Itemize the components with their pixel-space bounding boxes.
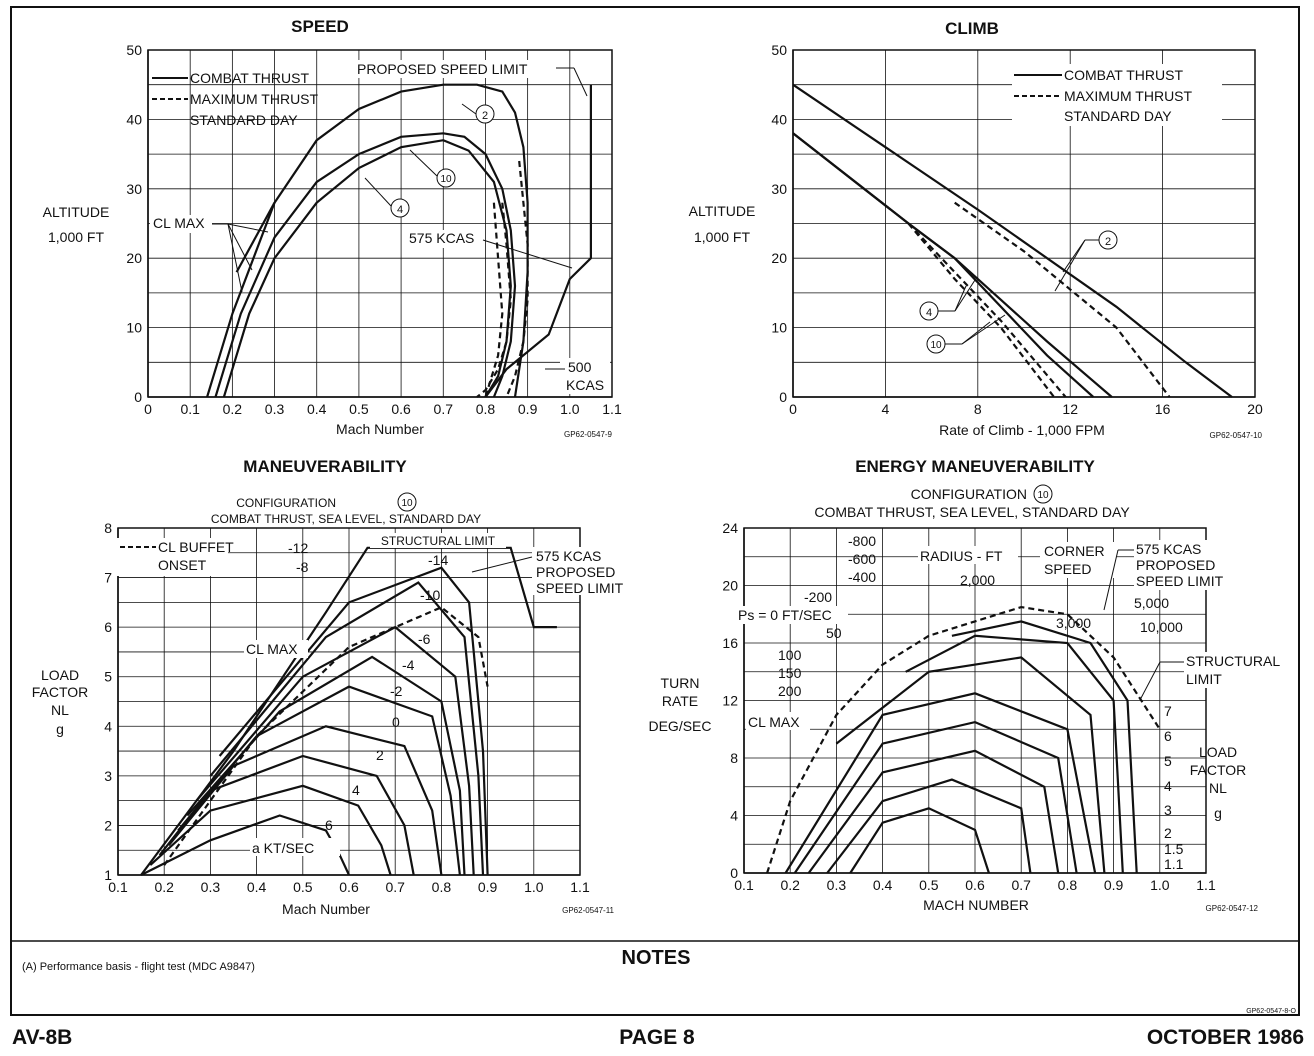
energy-annot-speed: SPEED: [1044, 561, 1092, 577]
energy-ps-200: 200: [778, 683, 802, 699]
maneuver-figure-code: GP62-0547-11: [562, 906, 614, 915]
energy-radius-2000: 2,000: [960, 572, 996, 588]
energy-annot-ps0: Ps = 0 FT/SEC: [738, 607, 832, 623]
maneuver-ytick-7: 8: [104, 520, 112, 536]
maneuver-annot-clmax: CL MAX: [246, 641, 298, 657]
energy-load-3: 3: [1164, 802, 1172, 818]
energy-xtick-2: 0.3: [826, 877, 847, 893]
energy-radius-10000: 10,000: [1140, 619, 1183, 635]
energy-load-6: 6: [1164, 728, 1172, 744]
energy-ytick-6: 24: [722, 520, 738, 536]
energy-figure-code: GP62-0547-12: [1205, 904, 1258, 913]
energy-xlabel: MACH NUMBER: [923, 897, 1029, 913]
energy-ytick-0: 0: [730, 865, 738, 881]
energy-radius-3000: 3,000: [1056, 615, 1092, 631]
speed-ytick-0: 0: [134, 389, 142, 405]
speed-xtick-10: 1.0: [560, 401, 580, 417]
maneuver-ytick-3: 4: [104, 718, 112, 735]
speed-series-7: [486, 85, 591, 397]
energy-load-1-5: 1.5: [1164, 841, 1184, 857]
speed-legend-max: MAXIMUM THRUST: [190, 91, 319, 107]
energy-ytick-3: 12: [722, 692, 738, 709]
climb-ytick-1: 10: [771, 319, 787, 336]
energy-y2label-1: LOAD: [1198, 744, 1238, 760]
maneuver-xtick-1: 0.2: [154, 879, 174, 895]
maneuver-xtick-9: 1.0: [524, 879, 544, 895]
climb-ytick-3: 30: [771, 180, 787, 197]
maneuver-ytick-6: 7: [104, 569, 112, 586]
speed-legend-std: STANDARD DAY: [190, 112, 298, 128]
maneuver-xlabel: Mach Number: [282, 901, 370, 917]
maneuver-annot-speedlimit: SPEED LIMIT: [536, 580, 624, 596]
maneuver-xtick-10: 1.1: [570, 879, 590, 895]
energy-load-7: 7: [1164, 703, 1172, 719]
speed-xtick-11: 1.1: [602, 401, 622, 417]
energy-config-desc: COMBAT THRUST, SEA LEVEL, STANDARD DAY: [814, 504, 1130, 520]
climb-ytick-5: 50: [771, 42, 787, 58]
energy-annot-limit: LIMIT: [1186, 671, 1222, 687]
climb-xlabel: Rate of Climb - 1,000 FPM: [939, 422, 1105, 438]
energy-ps-50: 50: [826, 625, 842, 641]
maneuver-ytick-4: 5: [104, 668, 112, 685]
energy-maneuverability-chart: [648, 457, 1294, 913]
speed-xtick-0: 0: [144, 401, 152, 417]
maneuver-label-0: 0: [392, 714, 400, 730]
maneuver-label-m12: -12: [288, 540, 309, 556]
energy-ps-m600: -600: [848, 551, 877, 567]
speed-xlabel: Mach Number: [336, 421, 424, 437]
energy-xtick-4: 0.5: [919, 877, 939, 893]
maneuver-ylabel-2: FACTOR: [31, 684, 89, 700]
energy-annot-radius: RADIUS - FT: [920, 548, 1003, 564]
speed-ytick-1: 10: [126, 319, 142, 336]
maneuver-label-6: 6: [325, 817, 333, 833]
speed-xtick-6: 0.6: [391, 401, 411, 417]
energy-ps-150: 150: [778, 665, 802, 681]
maneuver-series-2: [160, 756, 414, 875]
maneuver-xtick-6: 0.7: [385, 879, 405, 895]
climb-legend-std: STANDARD DAY: [1064, 108, 1172, 124]
speed-chart: [43, 17, 622, 439]
speed-annot-kcas: KCAS: [566, 377, 605, 393]
notes-panel: [10, 941, 1300, 1015]
speed-annot-500: 500: [568, 359, 592, 375]
climb-legend-max: MAXIMUM THRUST: [1064, 88, 1193, 104]
speed-annot-575: 575 KCAS: [409, 230, 475, 246]
energy-ps-m200: -200: [804, 589, 833, 605]
speed-xtick-7: 0.7: [433, 401, 454, 417]
energy-load-4: 4: [1164, 778, 1172, 794]
speed-xtick-2: 0.2: [222, 401, 243, 417]
footer-date: OCTOBER 1986: [1146, 1026, 1304, 1049]
footer-page: PAGE 8: [619, 1026, 695, 1049]
maneuver-label-m6: -6: [418, 631, 431, 647]
energy-radius-5000: 5,000: [1134, 595, 1170, 611]
maneuver-series-7: [210, 583, 483, 876]
energy-y2label-2: FACTOR: [1189, 762, 1247, 778]
maneuver-ylabel-3: NL: [51, 702, 69, 718]
speed-curve-id-4: 4: [396, 204, 404, 216]
speed-xtick-3: 0.3: [264, 401, 285, 417]
energy-annot-clmax: CL MAX: [748, 714, 800, 730]
climb-curve-id-10: 10: [930, 340, 942, 351]
speed-series-2: [224, 140, 511, 397]
speed-ylabel-line2: 1,000 FT: [47, 229, 105, 245]
climb-xtick-4: 16: [1154, 401, 1171, 417]
speed-annot-proposed-limit: PROPOSED SPEED LIMIT: [357, 61, 528, 77]
energy-xtick-8: 0.9: [1103, 877, 1124, 893]
climb-ytick-2: 20: [771, 250, 787, 267]
energy-series-6: [836, 657, 1104, 873]
climb-xtick-0: 0: [789, 401, 797, 417]
speed-ylabel-line1: ALTITUDE: [42, 204, 110, 220]
climb-series-0: [793, 85, 1232, 397]
energy-ps-m400: -400: [848, 569, 877, 585]
climb-xtick-5: 20: [1247, 401, 1263, 417]
climb-ylabel-line2: 1,000 FT: [693, 229, 751, 245]
climb-series-2: [793, 133, 1112, 397]
maneuver-xtick-8: 0.9: [477, 879, 498, 895]
climb-curve-id-2: 2: [1104, 236, 1112, 248]
maneuver-legend-onset: ONSET: [158, 557, 207, 573]
climb-xtick-2: 8: [973, 401, 982, 417]
energy-y2label-4: g: [1214, 805, 1222, 821]
energy-series-1: [850, 808, 989, 873]
energy-series-4: [795, 722, 1077, 873]
climb-xtick-1: 4: [881, 401, 890, 417]
energy-xtick-1: 0.2: [780, 877, 800, 893]
speed-xtick-4: 0.4: [306, 401, 327, 417]
speed-legend-combat: COMBAT THRUST: [190, 70, 310, 86]
maneuver-ylabel-4: g: [56, 721, 64, 737]
maneuverability-config-id: 10: [401, 498, 413, 509]
footer-left: AV-8B: [12, 1026, 73, 1049]
energy-load-labels: [1164, 703, 1184, 872]
speed-curve-id-10: 10: [440, 174, 452, 185]
energy-load-5: 5: [1164, 753, 1172, 769]
speed-curve-id-2: 2: [481, 110, 489, 122]
energy-chart-title: ENERGY MANEUVERABILITY: [855, 457, 1095, 476]
energy-ytick-2: 8: [730, 750, 738, 766]
energy-config-id: 10: [1037, 490, 1049, 501]
energy-ylabel-2: RATE: [661, 693, 699, 709]
maneuver-ytick-5: 6: [104, 619, 112, 636]
maneuver-label-m2: -2: [390, 683, 403, 699]
maneuver-label-2: 2: [376, 747, 384, 763]
speed-xtick-1: 0.1: [180, 401, 200, 417]
maneuver-series-8: [220, 568, 488, 875]
energy-xtick-5: 0.6: [965, 877, 985, 893]
energy-series-8: [952, 621, 1137, 873]
energy-ylabel-3: DEG/SEC: [648, 718, 712, 734]
speed-series-6: [237, 203, 275, 272]
energy-annot-speedlimit: SPEED LIMIT: [1136, 573, 1224, 589]
energy-y2label-3: NL: [1209, 780, 1227, 796]
maneuver-ylabel-1: LOAD: [40, 667, 80, 683]
energy-ps-m800: -800: [848, 533, 877, 549]
maneuver-xtick-5: 0.6: [339, 879, 359, 895]
climb-legend-combat: COMBAT THRUST: [1064, 67, 1184, 83]
climb-xtick-3: 12: [1062, 401, 1078, 417]
energy-annot-575: 575 KCAS: [1136, 541, 1202, 557]
maneuver-xtick-7: 0.8: [431, 879, 452, 895]
maneuver-xtick-3: 0.4: [246, 879, 267, 895]
maneuver-annot-akt: a KT/SEC: [252, 840, 315, 856]
energy-ps-100: 100: [778, 647, 802, 663]
energy-annot-structural: STRUCTURAL: [1186, 653, 1281, 669]
climb-chart-title: CLIMB: [945, 19, 999, 38]
energy-xtick-6: 0.7: [1011, 877, 1031, 893]
energy-xtick-7: 0.8: [1057, 877, 1078, 893]
speed-figure-code: GP62-0547-9: [563, 430, 612, 439]
climb-curve-id-4: 4: [925, 307, 933, 319]
energy-annot-corner: CORNER: [1044, 543, 1105, 559]
maneuver-xtick-0: 0.1: [108, 879, 128, 895]
maneuverability-config-desc: COMBAT THRUST, SEA LEVEL, STANDARD DAY: [210, 512, 482, 526]
notes-figure-code: GP62-0547-8-O: [1246, 1008, 1296, 1015]
maneuverability-chart-title: MANEUVERABILITY: [243, 457, 407, 476]
maneuver-annot-575: 575 KCAS: [536, 548, 602, 564]
energy-annot-proposed: PROPOSED: [1136, 557, 1216, 573]
maneuver-label-m14: -14: [428, 552, 449, 568]
energy-ytick-5: 20: [722, 577, 738, 594]
energy-load-1-1: 1.1: [1164, 856, 1184, 872]
maneuver-ytick-2: 3: [104, 767, 112, 784]
maneuverability-chart: [32, 457, 640, 917]
energy-xtick-10: 1.1: [1196, 877, 1216, 893]
speed-chart-title: SPEED: [291, 17, 349, 36]
energy-xtick-0: 0.1: [734, 877, 754, 893]
climb-ytick-4: 40: [771, 111, 787, 128]
maneuver-xtick-4: 0.5: [293, 879, 313, 895]
climb-figure-code: GP62-0547-10: [1209, 431, 1262, 440]
energy-ytick-4: 16: [722, 635, 738, 651]
speed-series-1: [216, 133, 516, 397]
speed-ytick-3: 30: [126, 180, 142, 197]
speed-ytick-5: 50: [126, 42, 142, 58]
maneuver-label-4: 4: [352, 782, 360, 798]
speed-xtick-9: 0.9: [517, 401, 538, 417]
climb-ylabel-line1: ALTITUDE: [688, 203, 756, 219]
energy-xtick-9: 1.0: [1150, 877, 1170, 893]
notes-item-a: (A) Performance basis - flight test (MDC A9847): [22, 961, 255, 973]
maneuver-series-1: [150, 786, 390, 875]
maneuverability-config-label: CONFIGURATION: [236, 496, 336, 510]
notes-title: NOTES: [621, 947, 691, 969]
maneuver-annot-structural: STRUCTURAL LIMIT: [380, 534, 496, 548]
climb-chart: [689, 19, 1263, 440]
speed-annot-clmax: CL MAX: [153, 215, 205, 231]
speed-ytick-4: 40: [126, 111, 142, 128]
climb-ytick-0: 0: [779, 389, 787, 405]
energy-ytick-1: 4: [730, 807, 738, 824]
speed-xtick-5: 0.5: [349, 401, 369, 417]
energy-load-2: 2: [1164, 825, 1172, 841]
maneuver-label-m8: -8: [296, 559, 309, 575]
maneuver-legend-buffet: CL BUFFET: [158, 539, 234, 555]
maneuver-ytick-0: 1: [104, 867, 112, 883]
energy-ylabel-1: TURN: [660, 675, 700, 691]
maneuver-label-m10: -10: [420, 587, 441, 603]
speed-xtick-8: 0.8: [475, 401, 496, 417]
maneuver-xtick-2: 0.3: [200, 879, 221, 895]
maneuver-annot-proposed: PROPOSED: [536, 564, 616, 580]
maneuver-label-m4: -4: [402, 657, 415, 673]
speed-ytick-2: 20: [126, 250, 142, 267]
energy-config-label: CONFIGURATION: [910, 486, 1027, 502]
maneuver-ytick-1: 2: [104, 817, 112, 834]
energy-xtick-3: 0.4: [872, 877, 893, 893]
